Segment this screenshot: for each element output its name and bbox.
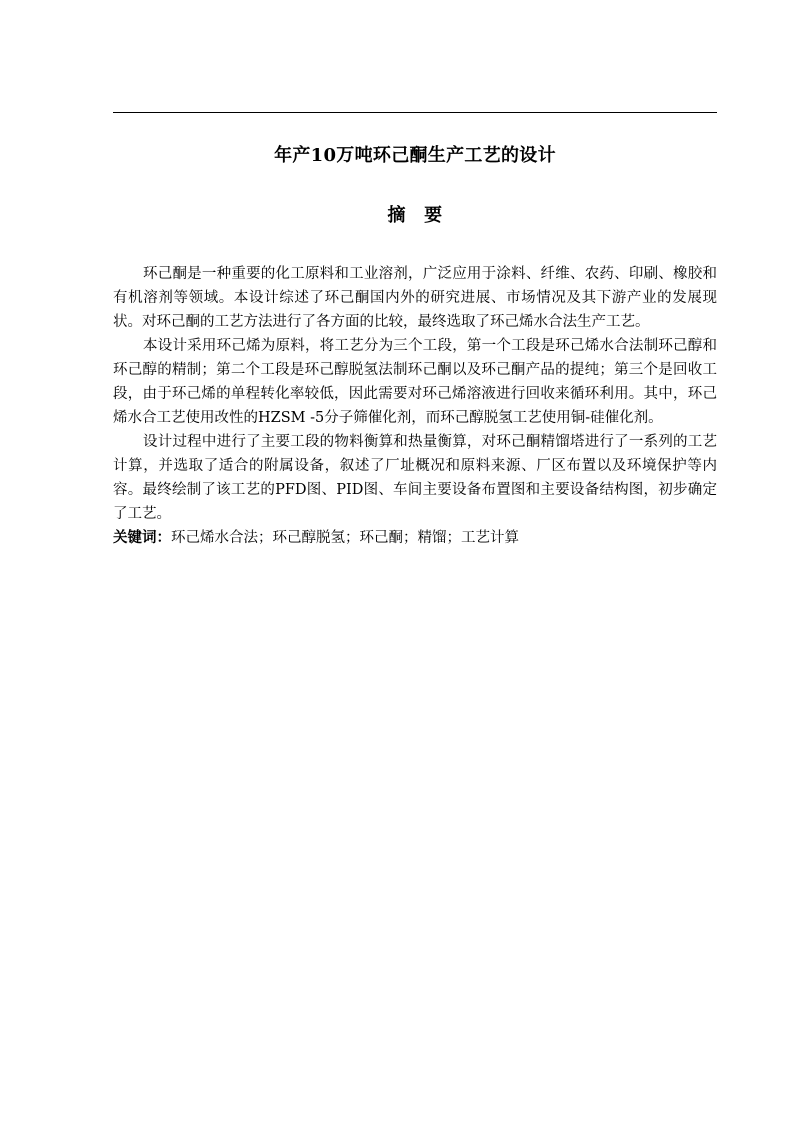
keywords-line	[113, 526, 717, 550]
header-rule	[113, 112, 717, 113]
keywords-text: 环己烯水合法；环己醇脱氢；环己酮；精馏；工艺计算	[171, 530, 519, 546]
keywords-label: 关键词：	[113, 529, 171, 546]
abstract-body	[113, 262, 717, 550]
abstract-heading: 摘 要	[387, 205, 443, 226]
abstract-paragraph-2: 本设计采用环己烯为原料，将工艺分为三个工段，第一个工段是环己烯水合法制环己醇和环己醇的精制；第二个工段是环己醇脱氢法制环己酮以及环己酮产品的提纯；第三个是回收工段，由于环己烯的单程转化率较低，因此需要对环己烯溶液进行回收来循环利用。其中，环己烯水合工艺使用改性的HZSM -5分子筛催化剂，而环己醇脱氢工艺使用铜-硅催化剂。	[113, 338, 717, 426]
document-title: 年产10万吨环己酮生产工艺的设计	[274, 145, 556, 166]
abstract-paragraph-3: 设计过程中进行了主要工段的物料衡算和热量衡算，对环己酮精馏塔进行了一系列的工艺计算，并选取了适合的附属设备，叙述了厂址概况和原料来源、厂区布置以及环境保护等内容。最终绘制了该工艺的PFD图、PID图、车间主要设备布置图和主要设备结构图，初步确定了工艺。	[113, 434, 717, 522]
abstract-paragraph-1: 环己酮是一种重要的化工原料和工业溶剂，广泛应用于涂料、纤维、农药、印刷、橡胶和有机溶剂等领域。本设计综述了环己酮国内外的研究进展、市场情况及其下游产业的发展现状。对环己酮的工艺方法进行了各方面的比较，最终选取了环己烯水合法生产工艺。	[113, 266, 717, 330]
